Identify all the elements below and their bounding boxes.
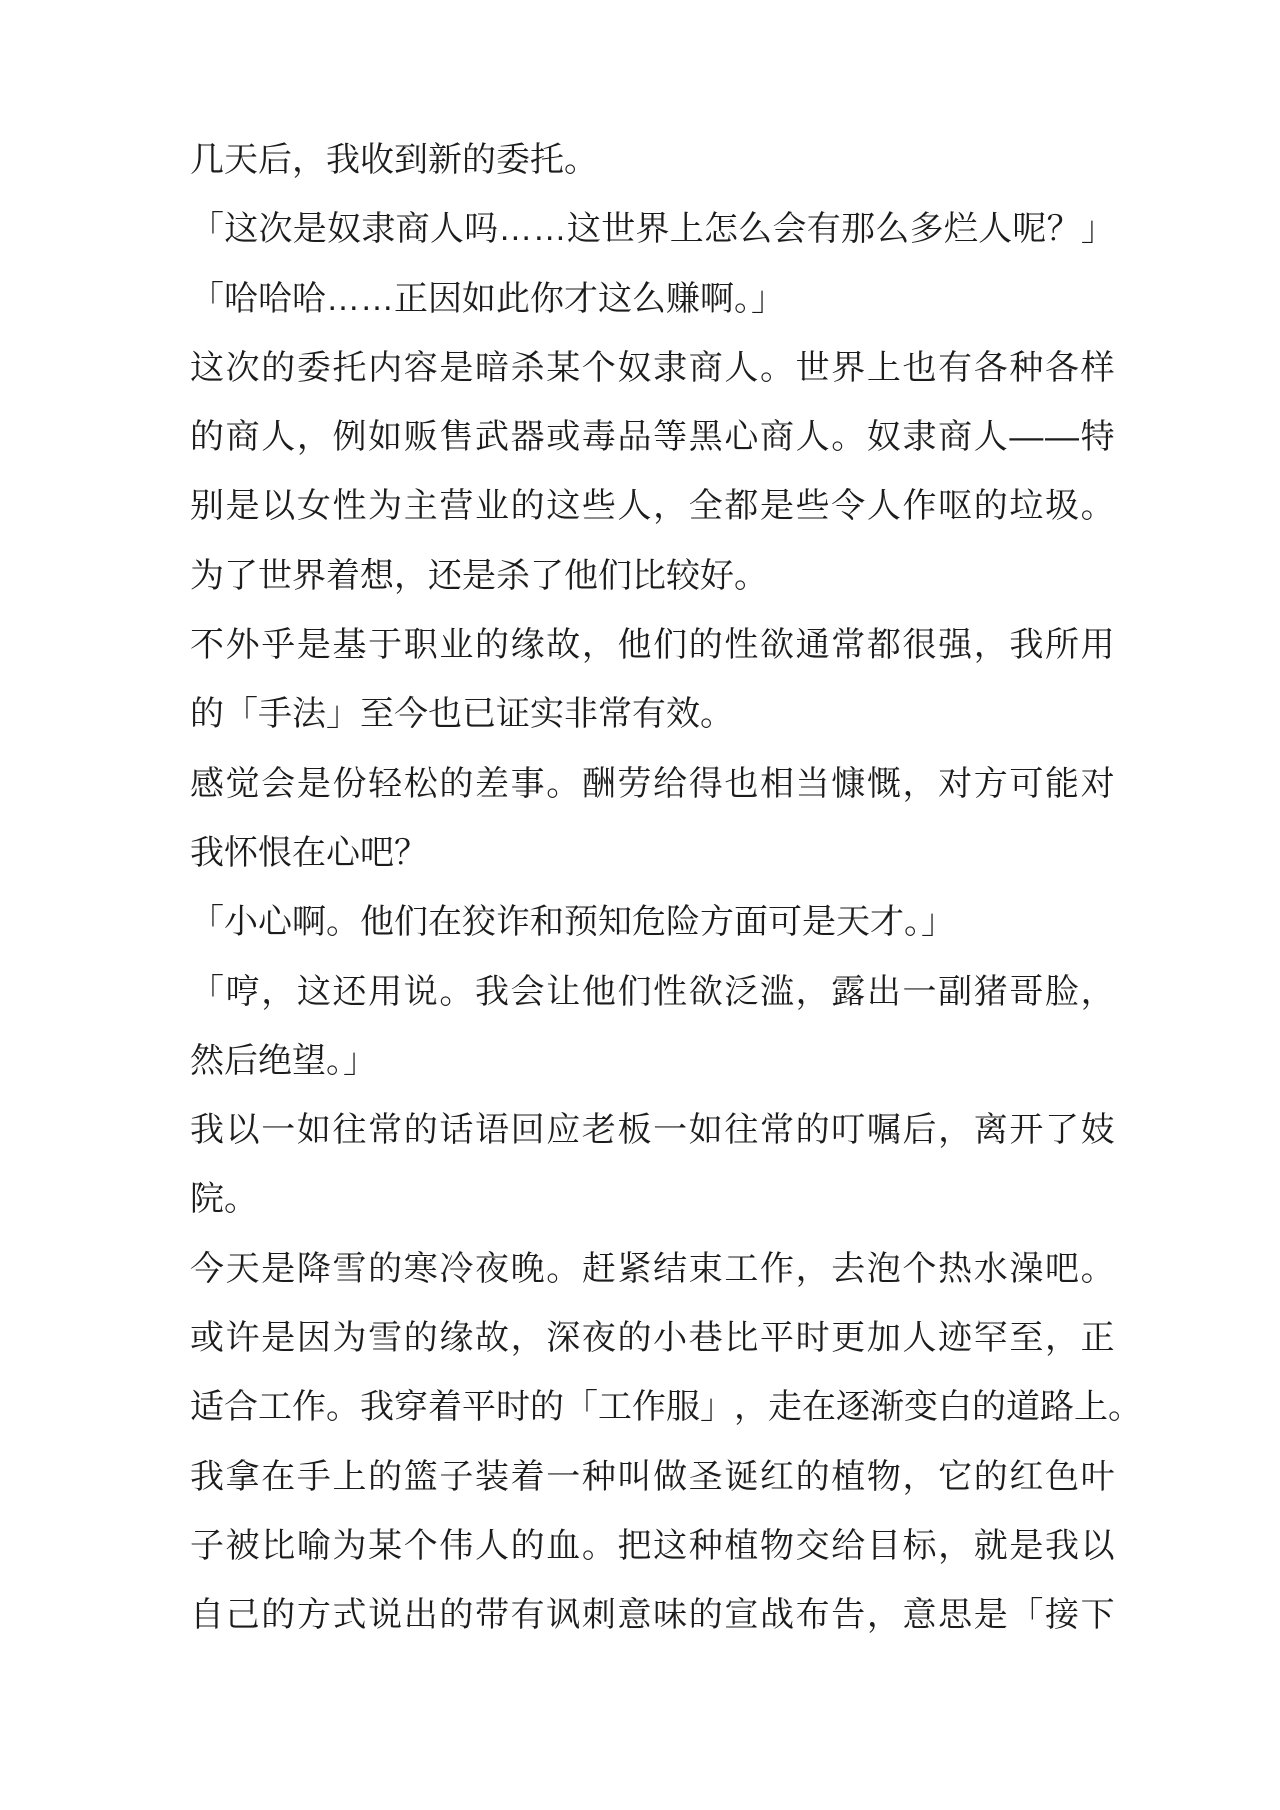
text-line: 或 许 是 因 为 雪 的 缘 故 ， 深 夜 的 小 巷 比 平 时 更 加 人 迹 罕 至 ， 正 [190, 1319, 1115, 1358]
text-line: 我 拿 在 手 上 的 篮 子 装 着 一 种 叫 做 圣 诞 红 的 植 物 ， 它 的 红 色 叶 [190, 1457, 1115, 1496]
text-line: 「小心啊。他们在狡诈和预知危险方面可是天才。」 [190, 903, 955, 942]
text-line: 感 觉 会 是 份 轻 松 的 差 事 。 酬 劳 给 得 也 相 当 慷 慨 ， 对 方 可 能 对 [190, 764, 1115, 803]
text-line: 我怀恨在心吧？ [190, 833, 428, 872]
text-line: 这 次 的 委 托 内 容 是 暗 杀 某 个 奴 隶 商 人 。 世 界 上 也 有 各 种 各 样 [190, 348, 1115, 387]
text-line: 的 商 人 ， 例 如 贩 售 武 器 或 毒 品 等 黑 心 商 人 。 奴 隶 商 人 — — 特 [190, 418, 1115, 457]
text-line: 适 合 工 作 。 我 穿 着 平 时 的 「 工 作 服 」 ， 走 在 逐 渐 变 白 的 道 路 上 。 [190, 1388, 1142, 1427]
text-line: 然后绝望。」 [190, 1041, 377, 1080]
text-line: 几天后，我收到新的委托。 [190, 141, 598, 179]
text-line: 自 己 的 方 式 说 出 的 带 有 讽 刺 意 味 的 宣 战 布 告 ， 意 思 是 「 接 下 [190, 1596, 1115, 1635]
text-column [190, 126, 1142, 1651]
text-line: 别 是 以 女 性 为 主 营 业 的 这 些 人 ， 全 都 是 些 令 人 作 呕 的 垃 圾 。 [190, 487, 1115, 526]
text-line: 不 外 乎 是 基 于 职 业 的 缘 故 ， 他 们 的 性 欲 通 常 都 很 强 ， 我 所 用 [190, 626, 1115, 665]
text-line: 「 这 次 是 奴 隶 商 人 吗 … … 这 世 界 上 怎 么 会 有 那 么 多 烂 人 呢 ？ 」 [190, 210, 1115, 249]
text-line: 院。 [190, 1180, 258, 1219]
text-line: 我 以 一 如 往 常 的 话 语 回 应 老 板 一 如 往 常 的 叮 嘱 后 ， 离 开 了 妓 [190, 1111, 1115, 1150]
text-line: 「哈哈哈……正因如此你才这么赚啊。」 [190, 279, 785, 318]
text-line: 「 哼 ， 这 还 用 说 。 我 会 让 他 们 性 欲 泛 滥 ， 露 出 一 副 猪 哥 脸 ， [190, 972, 1115, 1011]
text-line: 今 天 是 降 雪 的 寒 冷 夜 晚 。 赶 紧 结 束 工 作 ， 去 泡 个 热 水 澡 吧 。 [190, 1249, 1115, 1288]
text-line: 的「手法」至今也已证实非常有效。 [190, 695, 734, 734]
text-line: 为了世界着想，还是杀了他们比较好。 [190, 556, 768, 595]
text-line: 子 被 比 喻 为 某 个 伟 人 的 血 。 把 这 种 植 物 交 给 目 标 ， 就 是 我 以 [190, 1526, 1115, 1565]
